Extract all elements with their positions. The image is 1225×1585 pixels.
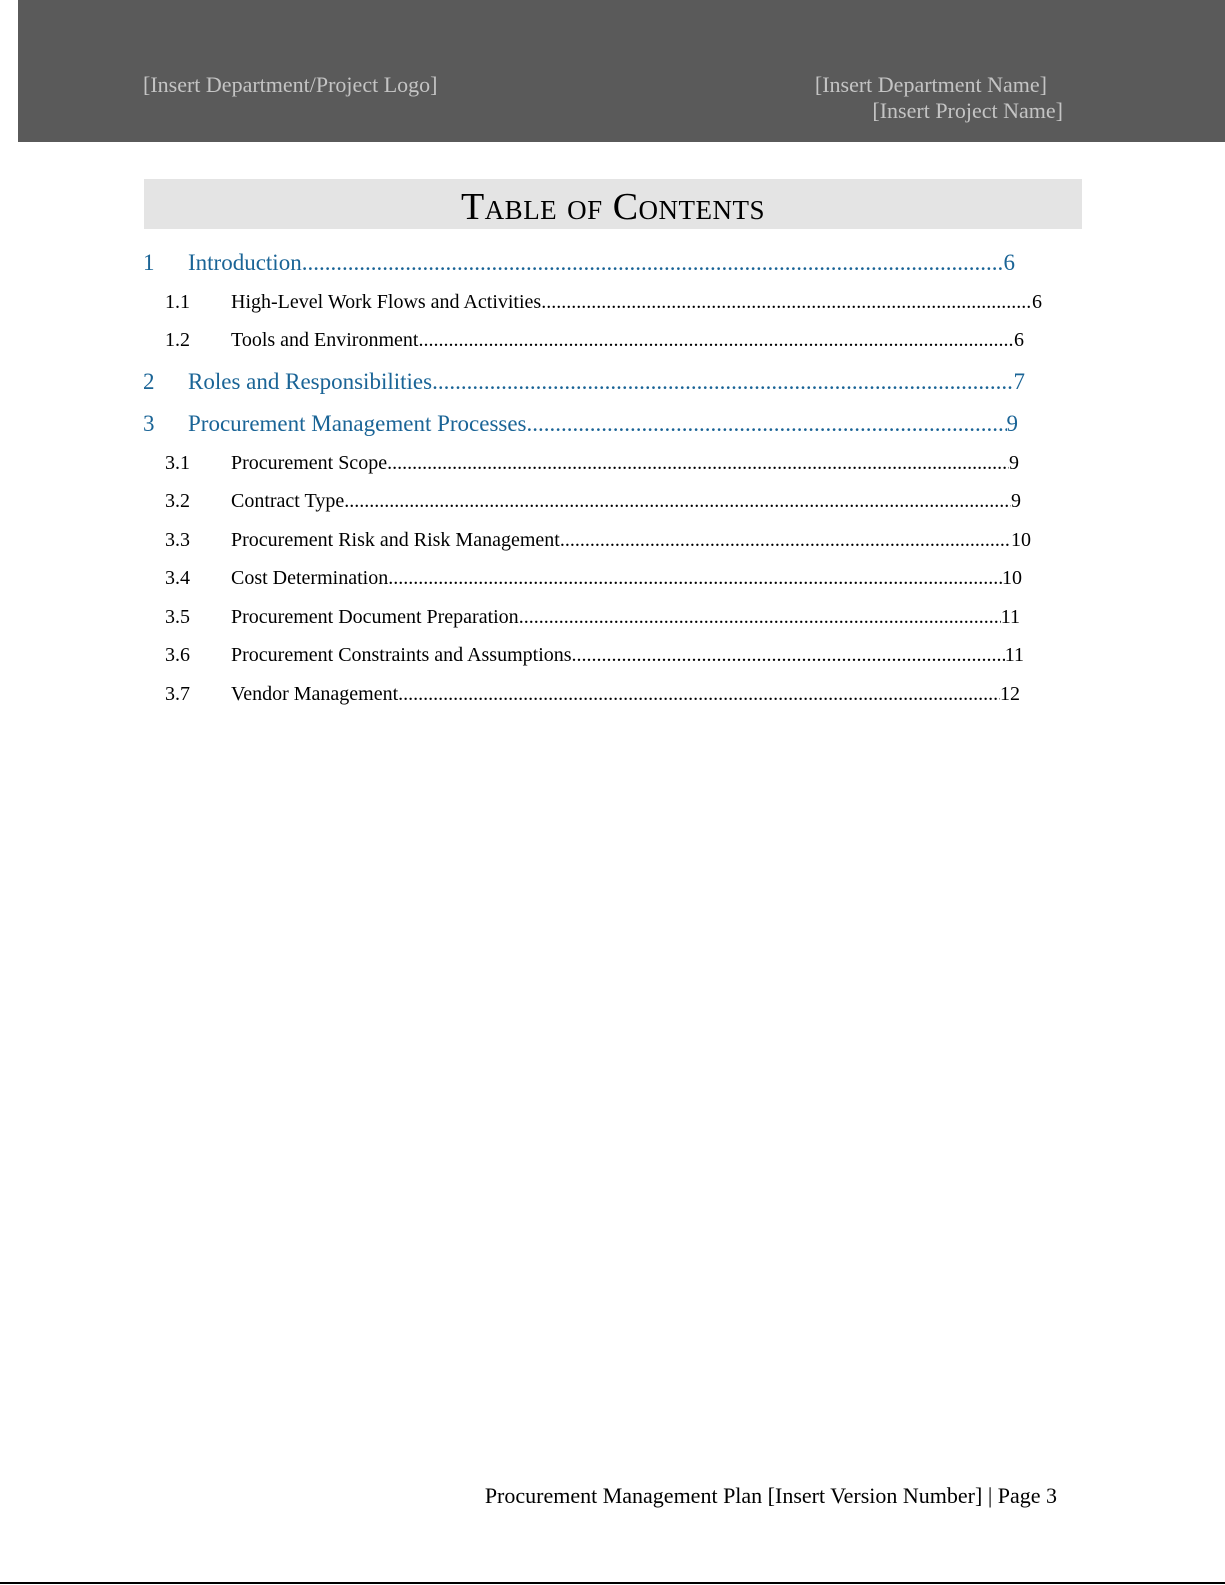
toc-entry-label: Tools and Environment [231, 329, 419, 351]
toc-entry-page: 9 [1011, 490, 1021, 512]
toc-title-bar [144, 179, 1082, 229]
toc-entry-number: 3.2 [165, 490, 190, 512]
toc-entry-label: Vendor Management [231, 683, 399, 705]
toc-entry-number: 3.7 [165, 683, 190, 705]
toc-entry-vendor-management[interactable] [165, 683, 1020, 706]
toc-entry-label: Procurement Document Preparation [231, 606, 519, 628]
toc-entry-label: Procurement Management Processes [188, 411, 527, 436]
toc-entry-label: High-Level Work Flows and Activities [231, 291, 542, 313]
toc-entry-page: 6 [1032, 291, 1042, 313]
toc-entry-page: 10 [1011, 529, 1031, 551]
toc-entry-procurement-scope[interactable] [165, 452, 1019, 475]
toc-entry-high-level-work-flows[interactable] [165, 291, 1042, 314]
toc-entry-cost-determination[interactable] [165, 567, 1022, 590]
toc-entry-page: 9 [1009, 452, 1019, 474]
toc-leader-dots [572, 644, 1005, 667]
toc-entry-label: Contract Type [231, 490, 345, 512]
toc-entry-page: 6 [1014, 329, 1024, 351]
toc-entry-number: 1.1 [165, 291, 190, 313]
toc-leader-dots [398, 683, 1000, 706]
toc-entry-label: Procurement Risk and Risk Management [231, 529, 560, 551]
toc-entry-number: 3.4 [165, 567, 190, 589]
toc-entry-label: Procurement Scope [231, 452, 388, 474]
toc-entry-label: Introduction [188, 250, 302, 275]
project-name: [Insert Project Name] [872, 98, 1063, 123]
toc-entry-label: Roles and Responsibilities [188, 369, 433, 394]
logo-placeholder: [Insert Department/Project Logo] [143, 72, 438, 97]
toc-leader-dots [344, 490, 1011, 513]
toc-entry-number: 3.3 [165, 529, 190, 551]
toc-entry-number: 1 [143, 250, 155, 275]
toc-entry-number: 3.5 [165, 606, 190, 628]
toc-leader-dots [560, 529, 1011, 552]
department-name: [Insert Department Name] [814, 72, 1047, 97]
toc-entry-page: 11 [1004, 644, 1024, 666]
toc-leader-dots [519, 606, 1001, 629]
toc-leader-dots [387, 452, 1009, 475]
toc-entry-label: Cost Determination [231, 567, 389, 589]
toc-title: Table of Contents [460, 186, 766, 228]
toc-entry-procurement-management-processes[interactable] [143, 411, 1018, 437]
toc-entry-page: 7 [1013, 369, 1025, 394]
toc-entry-number: 3 [143, 411, 155, 436]
toc-entry-procurement-document-preparation[interactable] [165, 606, 1020, 629]
toc-entry-number: 2 [143, 369, 155, 394]
toc-entry-page: 12 [1000, 683, 1020, 705]
toc-entry-number: 3.6 [165, 644, 190, 666]
toc-entry-roles-and-responsibilities[interactable] [143, 369, 1025, 395]
toc-entry-label: Procurement Constraints and Assumptions [231, 644, 572, 666]
toc-entry-number: 1.2 [165, 329, 190, 351]
page-bottom-rule [0, 1582, 1225, 1584]
toc-entry-page: 11 [1000, 606, 1020, 628]
toc-leader-dots [541, 291, 1032, 314]
toc-entry-contract-type[interactable] [165, 490, 1021, 513]
toc-entry-page: 6 [1003, 250, 1015, 275]
toc-leader-dots [432, 369, 1013, 395]
toc-leader-dots [527, 411, 1007, 437]
toc-entry-procurement-constraints[interactable] [165, 644, 1024, 667]
toc-entry-page: 9 [1006, 411, 1018, 436]
toc-entry-number: 3.1 [165, 452, 190, 474]
toc-leader-dots [302, 250, 1004, 276]
toc-entry-page: 10 [1002, 567, 1022, 589]
page-footer: Procurement Management Plan [Insert Version Number] | Page 3 [484, 1483, 1057, 1508]
toc-leader-dots [388, 567, 1002, 590]
toc-leader-dots [418, 329, 1014, 352]
toc-entry-introduction[interactable] [143, 250, 1015, 276]
toc-entry-procurement-risk[interactable] [165, 529, 1031, 552]
toc-entry-tools-and-environment[interactable] [165, 329, 1024, 352]
